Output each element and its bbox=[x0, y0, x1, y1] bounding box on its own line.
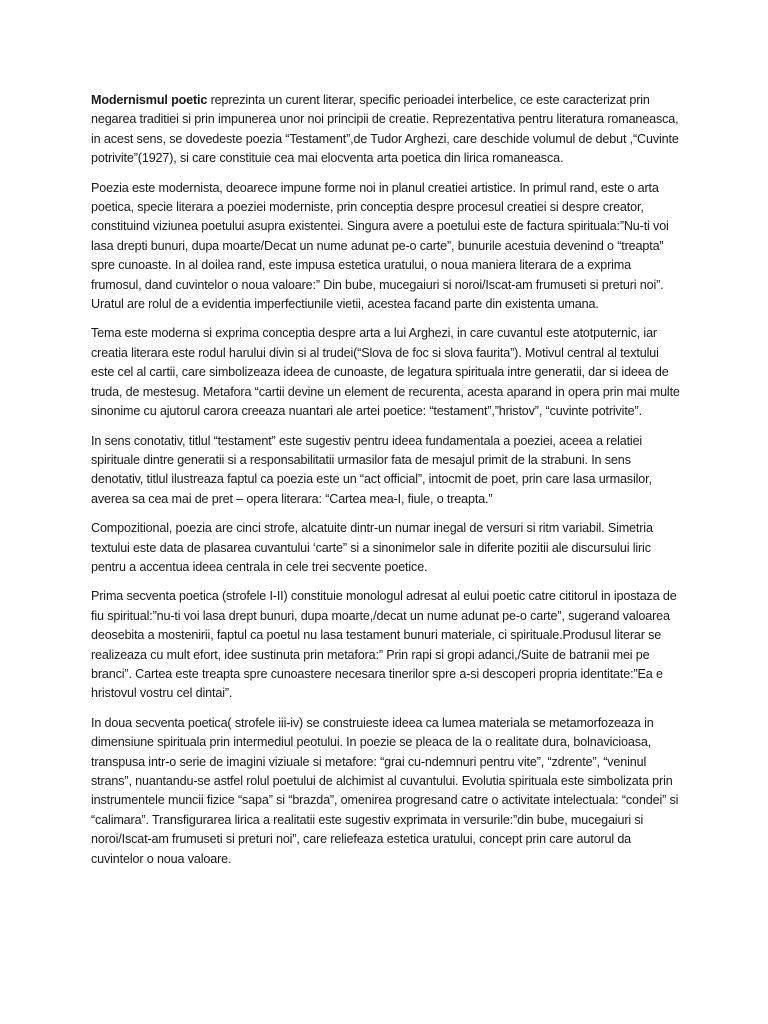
paragraph-title: In sens conotativ, titlul “testament” este sugestiv pentru ideea fundamentala a poeziei, aceea a relatiei spirituale dintre generatii si a responsabilitatii urmasilor fata de mesajul primit de la strabuni. In sens denotativ, titlul ilustreaza faptul ca poezia este un “act official”, intocmit de poet, prin care lasa urmasilor, averea sa cea mai de pret – opera literara: “Cartea mea-I, fiule, o treapta.” bbox=[91, 433, 652, 506]
document-page bbox=[91, 91, 683, 879]
paragraph-intro bbox=[91, 91, 683, 169]
paragraph-composition: Compozitional, poezia are cinci strofe, alcatuite dintr-un numar inegal de versuri si ritm variabil. Simetria textului este data de plasarea cuvantului ‘carte” si a sinonimelor sale in diferite pozitii ale discursului liric pentru a accentua ideea centrala in cele trei secvente poetice. bbox=[91, 521, 653, 574]
paragraph-text: reprezinta un curent literar, specific perioadei interbelice, ce este caracterizat prin negarea traditiei si prin impunerea unor noi principii de creatie. Reprezentativa pentru literatura romaneasca, in acest sens, se dovedeste poezia “Testament”,de Tudor Arghezi, care deschide volumul de debut ,“Cuvinte potrivite”(1927), si care constituie cea mai elocventa arta poetica din lirica romaneasca. bbox=[91, 93, 679, 166]
paragraph-modernism: Poezia este modernista, deoarece impune forme noi in planul creatiei artistice. In primul rand, este o arta poetica, specie literara a poeziei moderniste, prin conceptia despre procesul creatiei si despre creator, constituind viziunea poetului asupra existentei. Singura avere a poetului este de factura spirituala:”Nu-ti voi lasa drepti bunuri, dupa moarte/Decat un nume adunat pe-o carte”, bunurile acestuia devenind o “treapta” spre cunoaste. In al doilea rand, este impusa estetica uratului, o noua maniera literara de a exprima frumosul, dand cuvintelor o noua valoare:” Din bube, mucegaiuri si noroi/Iscat-am frumuseti si preturi noi”. Uratul are rolul de a evidentia imperfectiunile vietii, acestea facand parte din existenta umana. bbox=[91, 180, 669, 312]
paragraph-second-sequence: In doua secventa poetica( strofele iii-iv) se construieste ideea ca lumea materiala se metamorfozeaza in dimensiune spirituala prin intermediul peotului. In poezie se pleaca de la o realitate dura, bolnavicioasa, transpusa intr-o serie de imagini viziuale si metafore: “grai cu-ndemnuri pentru vite”, “zdrente”, “veninul strans”, nuantandu-se astfel rolul poetului de alchimist al cuvantului. Evolutia spirituala este simbolizata prin instrumentele muncii fizice “sapa” si “brazda”, omenirea progresand catre o activitate intelectuala: “condei” si “calimara”. Transfigurarea lirica a realitatii este sugestiv exprimata in versurile:”din bube, mucegaiuri si noroi/Iscat-am frumuseti si preturi noi”, care reliefeaza estetica uratului, concept prin care autorul da cuvintelor o noua valoare. bbox=[91, 715, 679, 866]
lead-term: Modernismul poetic bbox=[91, 93, 208, 107]
paragraph-first-sequence: Prima secventa poetica (strofele I-II) constituie monologul adresat al eului poetic catre cititorul in ipostaza de fiu spiritual:”nu-ti voi lasa drept bunuri, dupa moarte,/decat un nume adunat pe-o carte”, sugerand valoarea deosebita a mostenirii, faptul ca poetul nu lasa testament bunuri materiale, ci spirituale.Produsul literar se realizeaza cu mult efort, idee sustinuta prin metafora:” Prin rapi si gropi adanci,/Suite de batranii mei pe branci”. Cartea este treapta spre cunoastere necesara tinerilor spre a-si descoperi propria identitate:”Ea e hristovul vostru cel dintai”. bbox=[91, 589, 677, 701]
paragraph-theme: Tema este moderna si exprima conceptia despre arta a lui Arghezi, in care cuvantul este atotputernic, iar creatia literara este rodul harului divin si al trudei(“Slova de foc si slova faurita”). Motivul central al textului este cel al cartii, care simbolizeaza ideea de cunoaste, de legatura spirituala intre generatii, dar si ideea de truda, de mestesug. Metafora “cartii devine un element de recurenta, acesta aparand in opera prin mai multe sinonime cu ajutorul carora creeaza nuantari ale artei poetice: “testament”,”hristov”, “cuvinte potrivite”. bbox=[91, 326, 680, 419]
